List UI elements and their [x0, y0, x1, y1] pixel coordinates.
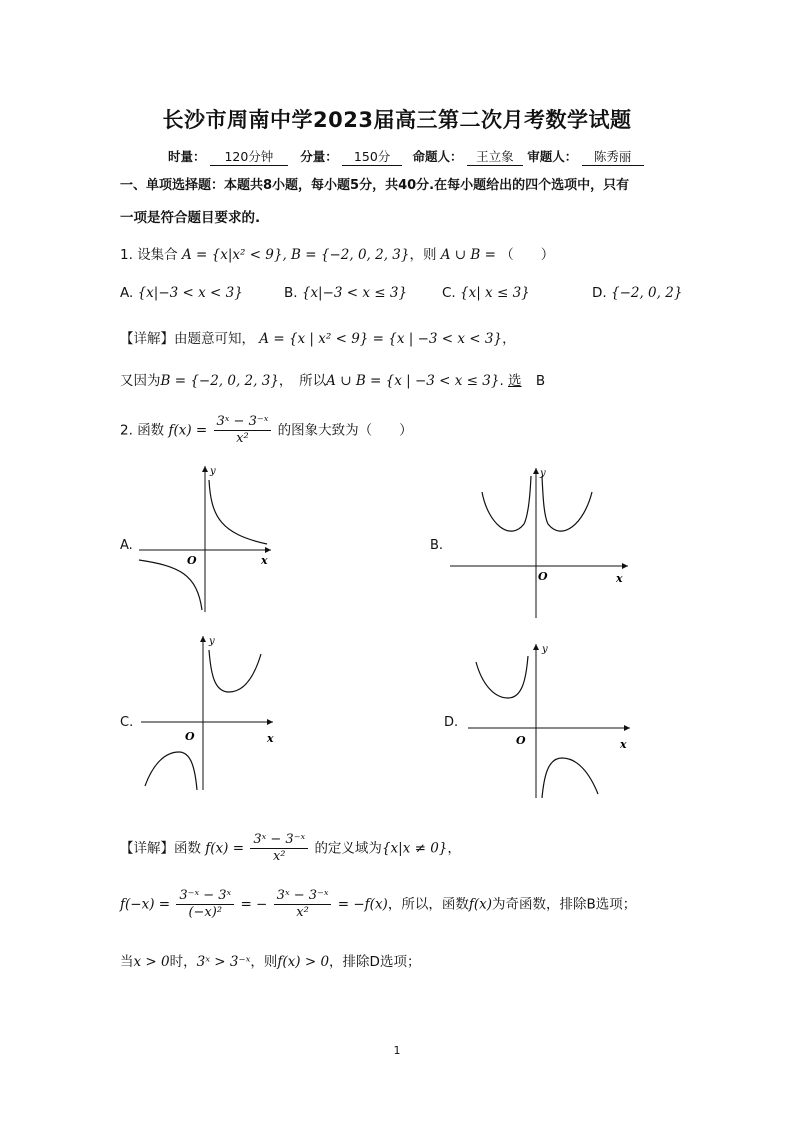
- detail-text: 由题意可知，: [174, 331, 255, 347]
- q1-option-a[interactable]: [120, 285, 243, 301]
- section-heading: [120, 170, 680, 234]
- q2-stem: [120, 414, 413, 447]
- fraction-numerator: 3ˣ − 3⁻ˣ: [274, 888, 332, 905]
- option-text: {x|−3 < x ≤ 3}: [301, 285, 408, 301]
- origin-label: O: [185, 730, 195, 743]
- detail-text: 的定义域为: [314, 840, 382, 857]
- x-arrow-icon: [265, 547, 271, 553]
- curve-right: [542, 758, 598, 798]
- axis-x-label: x: [261, 554, 268, 567]
- detail-math: f(x) > 0: [277, 954, 330, 970]
- section-heading-line2: 一项是符合题目要求的.: [120, 210, 261, 226]
- detail-text: 函数: [174, 840, 201, 857]
- graph-c-label: C.: [120, 715, 134, 730]
- q2-stem-suffix: 的图象大致为（ ）: [277, 422, 413, 439]
- y-arrow-icon: [202, 466, 208, 472]
- axis-x-label: x: [620, 738, 627, 751]
- y-arrow-icon: [533, 644, 539, 650]
- detail-math: f(−x) =: [120, 896, 171, 913]
- detail-text: 为奇函数，排除B选项；: [491, 896, 637, 913]
- detail-math: {x|x ≠ 0}: [381, 840, 448, 857]
- detail-math: = −: [240, 896, 268, 913]
- origin-label: O: [538, 570, 548, 583]
- q1-stem-prefix: 设集合: [137, 247, 178, 263]
- detail-math: A = {x | x² < 9} = {x | −3 < x < 3}: [259, 331, 503, 347]
- graph-b-label: B.: [430, 538, 444, 553]
- fraction-numerator: 3ˣ − 3⁻ˣ: [214, 414, 272, 431]
- q1-detail-line1: [120, 327, 516, 347]
- q2-func-lhs: f(x) =: [168, 422, 208, 439]
- curve-right: [209, 650, 261, 692]
- detail-math: f(x): [468, 896, 492, 913]
- q1-option-c[interactable]: [442, 285, 530, 301]
- q2-detail-line3: [120, 950, 420, 970]
- axis-y-label: y: [542, 644, 548, 655]
- curve-left: [476, 656, 528, 698]
- fraction-numerator: 3ˣ − 3⁻ˣ: [250, 832, 308, 849]
- detail-math: B = {−2, 0, 2, 3}: [160, 373, 279, 389]
- detail-choose: 选: [508, 373, 522, 389]
- q2-detail-line1: [120, 832, 461, 865]
- detail-fraction-1: [176, 888, 234, 921]
- exam-meta: [168, 147, 644, 166]
- detail-answer: B: [535, 373, 546, 389]
- detail-text: 当: [120, 954, 134, 970]
- q1-option-b[interactable]: [284, 285, 407, 301]
- detail-text: ，: [502, 331, 516, 347]
- q1-stem: [120, 243, 554, 263]
- curve-left: [482, 476, 531, 531]
- detail-label: 【详解】: [120, 840, 174, 857]
- q1-union: A ∪ B =: [440, 247, 496, 263]
- axis-y-label: y: [210, 466, 216, 477]
- reviewer-value: 陈秀丽: [582, 147, 644, 166]
- fraction-denominator: (−x)²: [188, 905, 223, 920]
- page-number: 1: [393, 1044, 401, 1057]
- section-heading-line1: 一、单项选择题：本题共8小题，每小题5分，共40分.在每小题给出的四个选项中，只有: [120, 178, 630, 193]
- detail-math: A ∪ B = {x | −3 < x ≤ 3}: [326, 373, 500, 389]
- curve-right: [209, 480, 267, 544]
- time-value: 120分钟: [210, 147, 288, 166]
- detail-text: ，所以，函数: [387, 896, 469, 913]
- origin-label: O: [187, 554, 197, 567]
- detail-fraction-2: [274, 888, 332, 921]
- q1-stem-mid: ，则: [409, 247, 437, 263]
- q2-stem-prefix: 函数: [137, 422, 165, 439]
- option-text: {x|−3 < x < 3}: [137, 285, 243, 301]
- q2-number: 2.: [120, 422, 133, 439]
- detail-text: .: [499, 373, 504, 389]
- reviewer-label: 审题人：: [527, 149, 578, 164]
- fraction-denominator: x²: [236, 431, 249, 446]
- q2-func-fraction: [214, 414, 272, 447]
- graph-d[interactable]: [464, 640, 634, 800]
- curve-left: [145, 752, 197, 790]
- detail-text: ，则: [250, 954, 278, 970]
- option-text: {x| x ≤ 3}: [460, 285, 530, 301]
- q1-detail-line2: [120, 369, 545, 389]
- axis-y-label: y: [209, 636, 215, 647]
- x-arrow-icon: [267, 719, 273, 725]
- q2-detail-line2: [120, 888, 636, 921]
- detail-text: 时，: [169, 954, 197, 970]
- page-title: 长沙市周南中学2023届高三第二次月考数学试题: [162, 108, 632, 132]
- graph-a-label: A.: [120, 538, 133, 553]
- detail-text: ，排除D选项；: [329, 954, 421, 970]
- option-label: C.: [442, 285, 456, 301]
- origin-label: O: [516, 734, 526, 747]
- detail-label: 【详解】: [120, 331, 174, 347]
- x-arrow-icon: [624, 725, 630, 731]
- detail-text: ， 所以: [278, 373, 327, 389]
- axis-y-label: y: [540, 468, 546, 479]
- detail-math: = −f(x): [337, 896, 388, 913]
- author-label: 命题人：: [412, 149, 463, 164]
- axis-x-label: x: [616, 572, 623, 585]
- graph-c[interactable]: [137, 632, 277, 792]
- detail-func-fraction: [250, 832, 308, 865]
- q1-sets: A = {x|x² < 9}, B = {−2, 0, 2, 3}: [181, 247, 410, 263]
- q1-option-d[interactable]: [592, 285, 682, 301]
- graph-a[interactable]: [135, 462, 275, 614]
- graph-d-label: D.: [444, 715, 459, 730]
- graph-b[interactable]: [446, 462, 632, 620]
- curve-left: [139, 560, 202, 610]
- option-label: A.: [120, 285, 134, 301]
- fraction-denominator: x²: [296, 905, 309, 920]
- q1-number: 1.: [120, 247, 133, 263]
- axis-x-label: x: [267, 732, 274, 745]
- option-text: {−2, 0, 2}: [610, 285, 683, 301]
- detail-text: ，: [447, 840, 461, 857]
- detail-text: 又因为: [120, 373, 161, 389]
- x-arrow-icon: [622, 563, 628, 569]
- option-label: B.: [284, 285, 298, 301]
- curve-right: [542, 476, 592, 531]
- option-label: D.: [592, 285, 607, 301]
- fraction-numerator: 3⁻ˣ − 3ˣ: [176, 888, 234, 905]
- detail-math: 3ˣ > 3⁻ˣ: [196, 954, 251, 970]
- y-arrow-icon: [200, 636, 206, 642]
- score-label: 分量：: [300, 149, 338, 164]
- time-label: 时量：: [168, 149, 206, 164]
- detail-func-lhs: f(x) =: [205, 840, 245, 857]
- detail-math: x > 0: [133, 954, 170, 970]
- score-value: 150分: [342, 147, 402, 166]
- author-value: 王立象: [467, 147, 523, 166]
- y-arrow-icon: [533, 468, 539, 474]
- fraction-denominator: x²: [272, 849, 286, 864]
- q1-stem-suffix: （ ）: [500, 247, 555, 263]
